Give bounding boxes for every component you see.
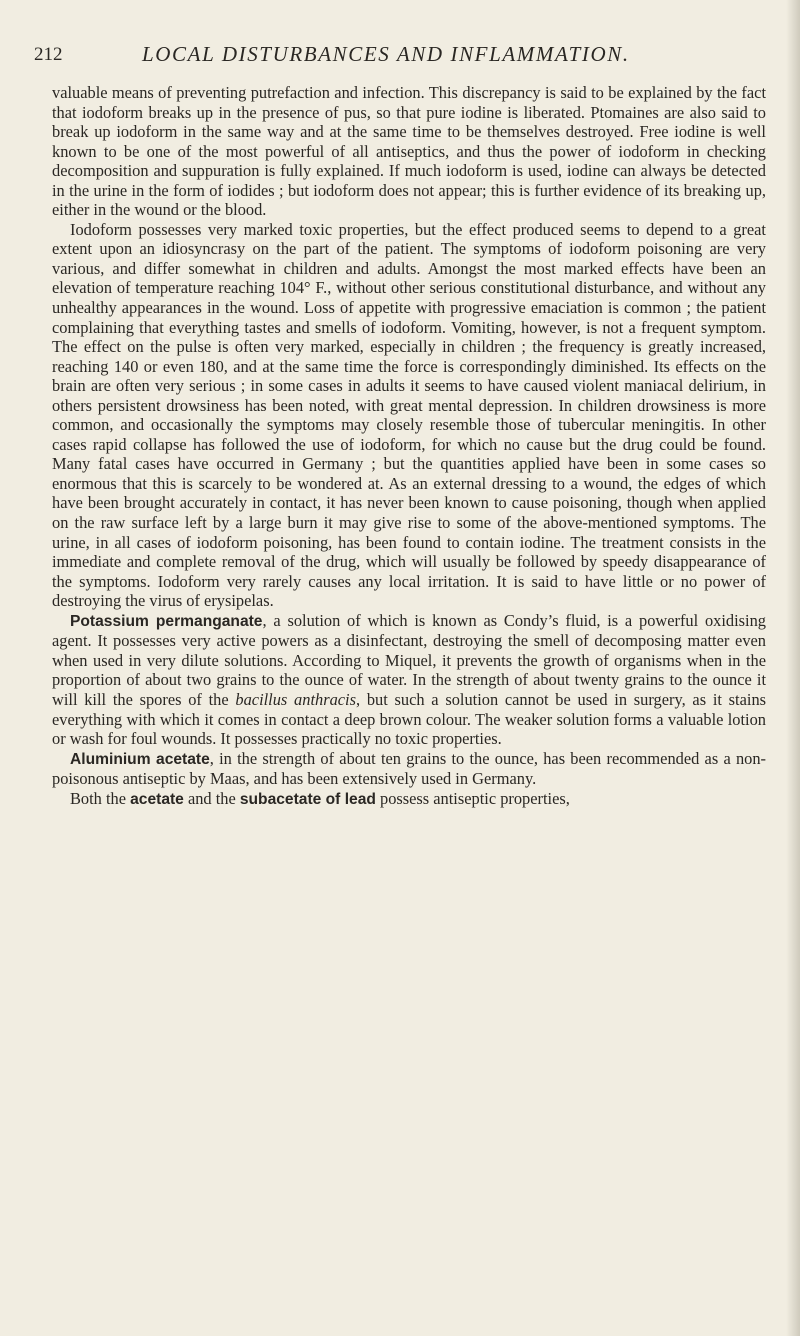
paragraph-text: , but such a solution cannot be used in surgery, as it stains everything with which it comes in contact a deep brown colour. The weaker solution forms a valuable lotion or wash for foul wounds. It possesses practically no toxic properties. [52,689,767,749]
page-edge-shadow [786,0,800,1336]
page-number: 212 [34,44,63,65]
paragraph-lead-salts [52,789,766,810]
term-heading: acetate [130,790,184,808]
paragraph-text: , a solution of which is known as Condy’s fluid, is a powerful oxidising agent. It possesses very active powers as a disinfectant, destroying the smell of decomposing matter even when used in very dilute solutions. According to Miquel, it prevents the growth of organisms when in the proportion of about two grains to the ounce of water. In the strength of about twenty grains to the ounce it will kill the spores of the [52,610,766,709]
paragraph-text: Both the [70,788,131,808]
paragraph-text: and the [183,788,240,808]
page-header [34,44,764,68]
italic-term: bacillus anthracis [235,689,356,709]
paragraph-iodoform-toxicity [52,220,766,611]
term-heading: subacetate of lead [239,790,376,808]
paragraph-text: valuable means of preventing putrefaction and infection. This discrepancy is said to be explained by the fact that iodoform breaks up in the presence of pus, so that pure iodine is liberated. Ptomaines are also said to break up iodoform in the same way and at the same time to be themselves destroyed. Free iodine is well known to be one of the most powerful of all antiseptics, and thus the power of iodoform in checking decomposition and suppuration is fully explained. If much iodoform is used, iodine can always be detected in the urine in the form of iodides ; but iodoform does not appear; this is further evidence of its breaking up, either in the wound or the blood. [52,83,766,220]
paragraph-text: , in the strength of about ten grains to the ounce, has been recommended as a non-poisonous antiseptic by Maas, and has been extensively used in Germany. [52,748,766,789]
paragraph-continued [52,83,766,220]
term-heading: Aluminium acetate [70,750,210,768]
term-heading: Potassium permanganate [70,612,263,630]
paragraph-text: possess antiseptic properties, [375,788,570,808]
paragraph-text: Iodoform possesses very marked toxic properties, but the effect produced seems to depend to a great extent upon an idiosyncrasy on the part of the patient. The symptoms of iodoform poisoning are very various, and differ somewhat in children and adults. Amongst the most marked effects have been an elevation of temperature reaching 104° F., without other serious constitutional disturbance, and without any unhealthy appearances in the wound. Loss of appetite with progressive emaciation is common ; the patient complaining that everything tastes and smells of iodoform. Vomiting, however, is not a frequent symptom. The effect on the pulse is often very marked, especially in children ; the frequency is greatly increased, reaching 140 or even 180, and at the same time the force is correspondingly diminished. Its effects on the brain are often very serious ; in some cases in adults it seems to have caused violent maniacal delirium, in others persistent drowsiness has been noted, with great mental depression. In children drowsiness is more common, and occasionally the symptoms may closely resemble those of tubercular meningitis. In other cases rapid collapse has followed the use of iodoform, for which no cause but the drug could be found. Many fatal cases have occurred in Germany ; but the quantities applied have been in some cases so enormous that this is scarcely to be wondered at. As an external dressing to a wound, the edges of which have been brought accurately in contact, it has never been known to cause poisoning, though when applied on the raw surface left by a large burn it may give rise to some of the above-mentioned symptoms. The urine, in all cases of iodoform poisoning, has been found to contain iodine. The treatment consists in the immediate and complete removal of the drug, which will usually be followed by speedy disappearance of the symptoms. Iodoform very rarely causes any local irritation. It is said to have little or no power of destroying the virus of erysipelas. [52,219,766,611]
running-title: LOCAL DISTURBANCES AND INFLAMMATION. [142,42,630,66]
paragraph-potassium-permanganate [52,611,766,749]
body-text [52,83,766,809]
paragraph-aluminium-acetate [52,749,766,789]
